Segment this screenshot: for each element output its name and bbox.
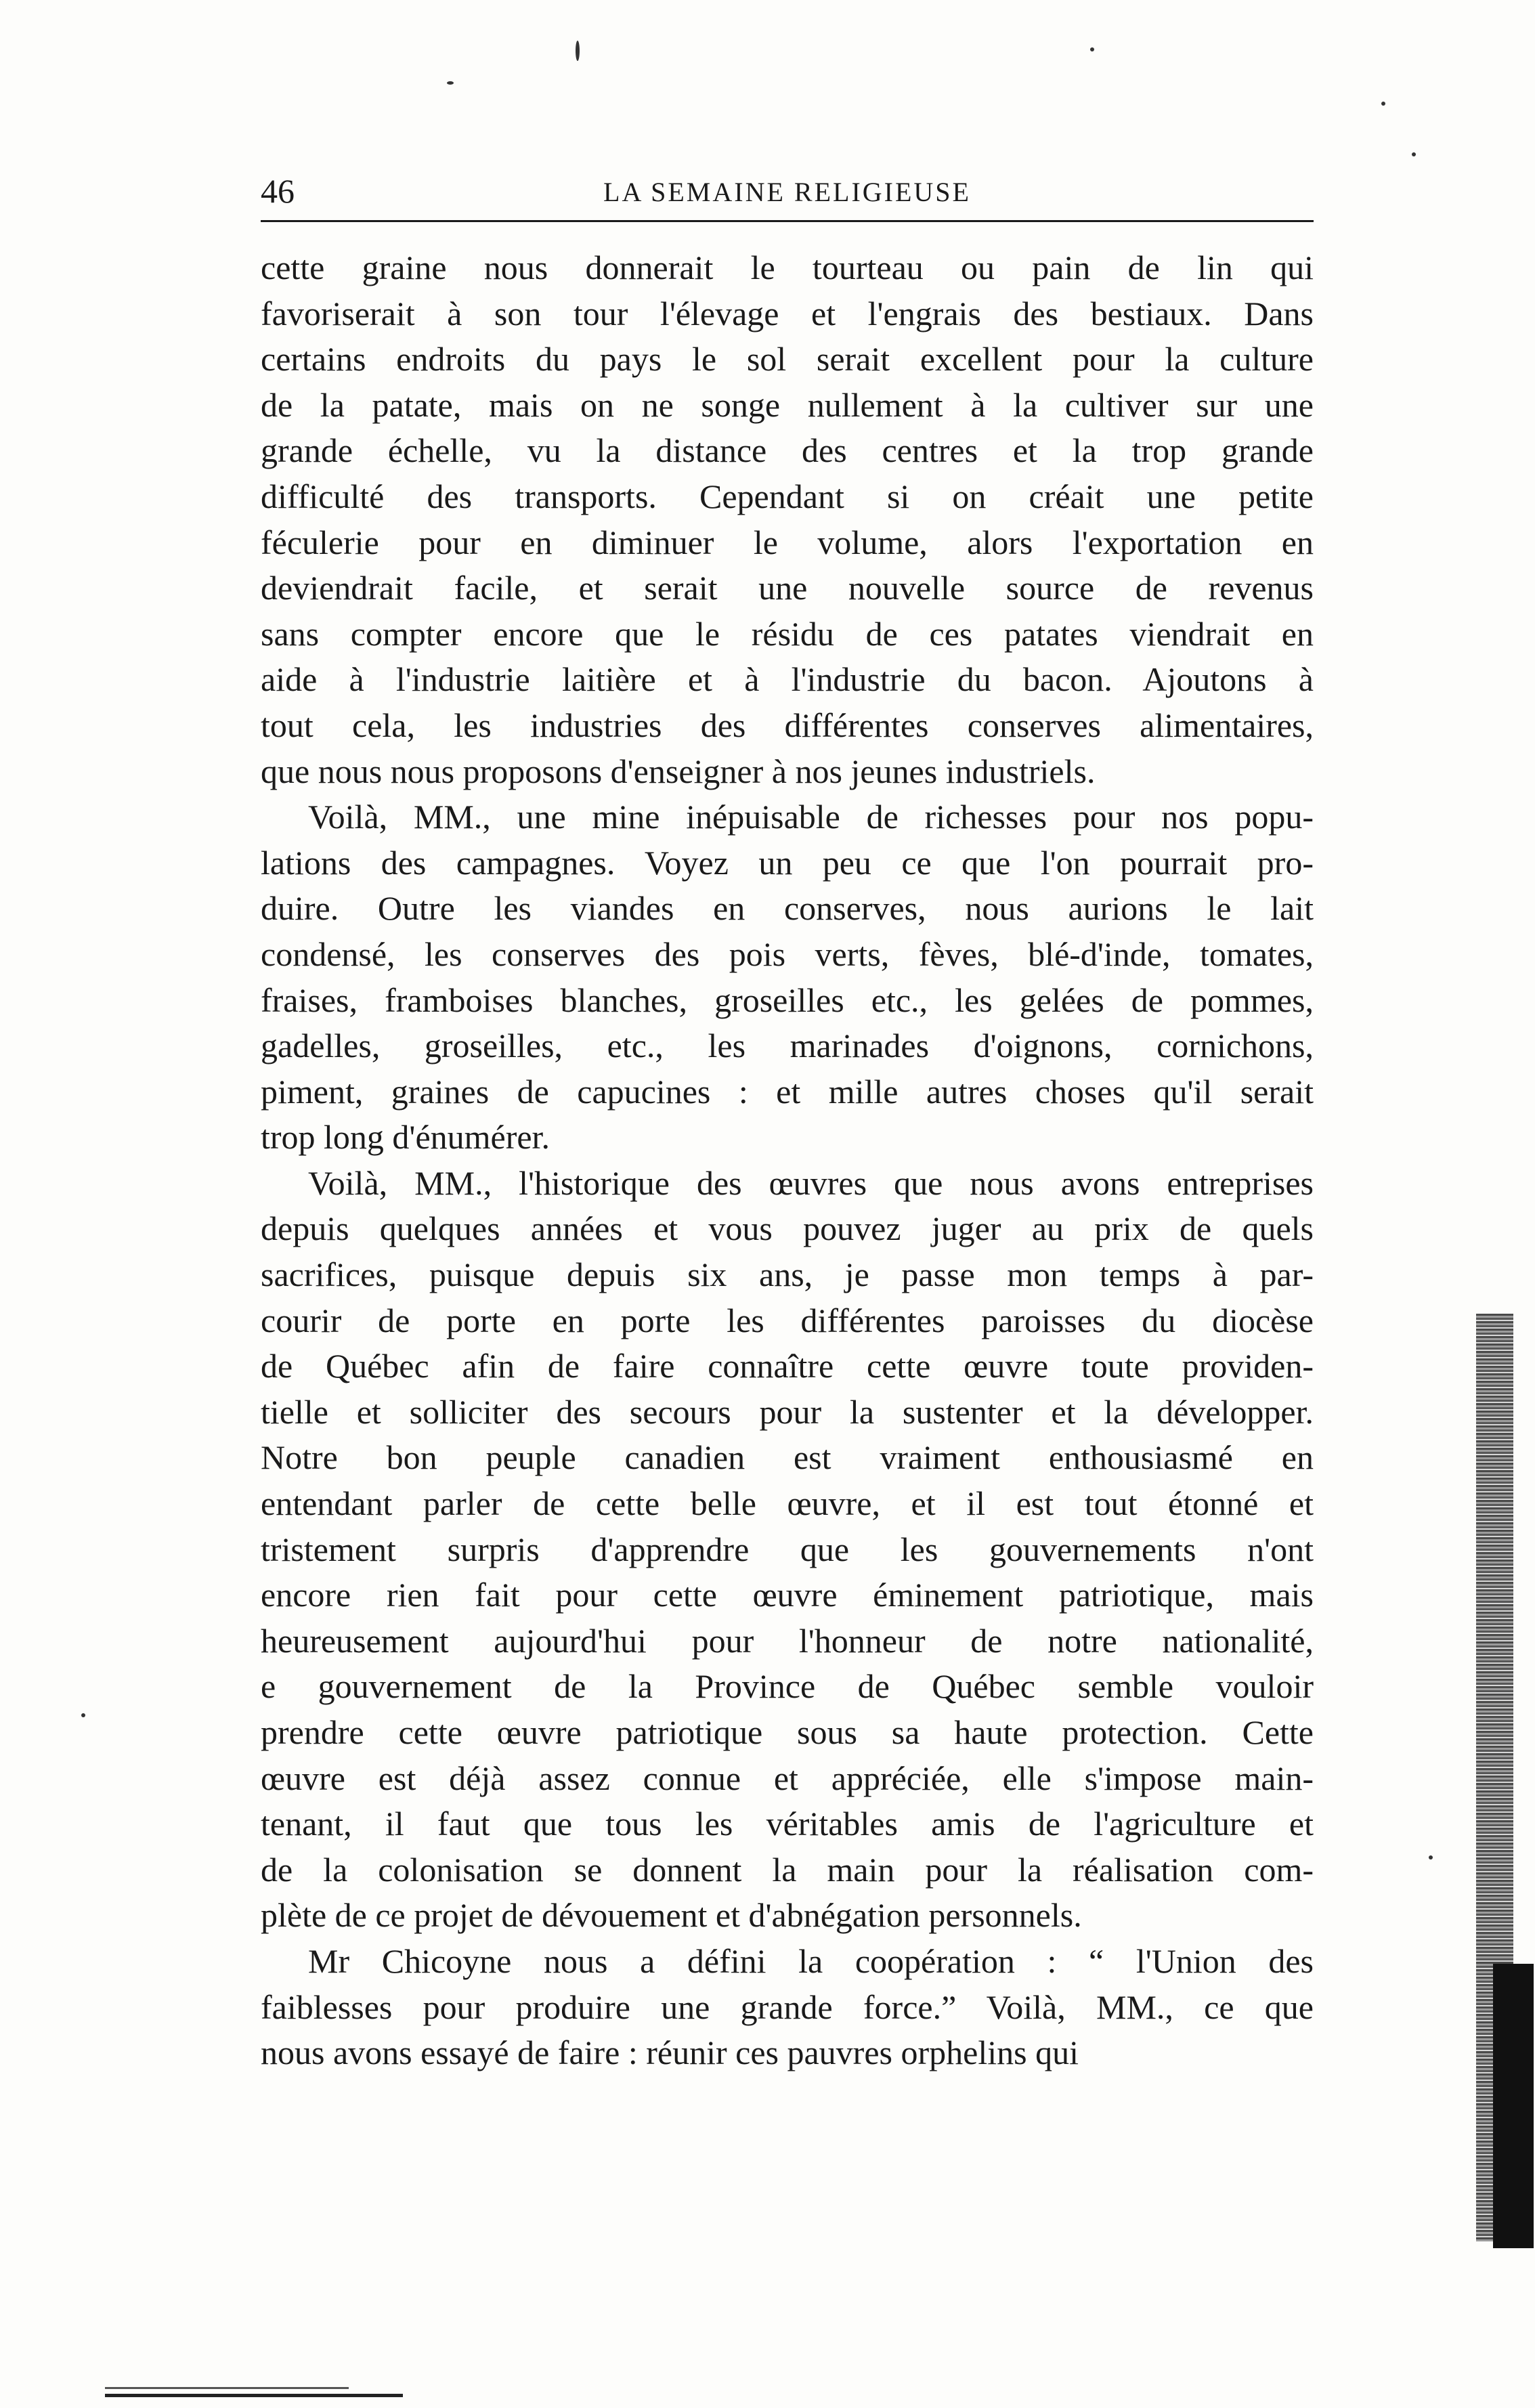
- text-line: Notre bon peuple canadien est vraiment enthousiasmé en: [261, 1438, 1314, 1477]
- page-number: 46: [261, 172, 295, 210]
- text-line: fraises, framboises blanches, groseilles etc., les gelées de pommes,: [261, 981, 1314, 1019]
- scan-speck: [447, 81, 454, 85]
- text-line: de Québec afin de faire connaître cette œuvre toute providen-: [261, 1347, 1314, 1385]
- scan-bottom-rule: [105, 2394, 403, 2397]
- scan-bottom-mark: [105, 2387, 349, 2389]
- scan-speck: [576, 41, 580, 61]
- running-title: LA SEMAINE RELIGIEUSE: [603, 177, 971, 207]
- text-line: féculerie pour en diminuer le volume, alors l'exportation en: [261, 523, 1314, 561]
- text-line: Mr Chicoyne nous a défini la coopération : “ l'Union des: [308, 1941, 1314, 1980]
- text-line: sacrifices, puisque depuis six ans, je passe mon temps à par-: [261, 1255, 1314, 1294]
- text-line: cette graine nous donnerait le tourteau ou pain de lin qui: [261, 249, 1314, 286]
- running-head: [261, 171, 1314, 218]
- text-line: entendant parler de cette belle œuvre, et il est tout étonné et: [261, 1484, 1314, 1523]
- text-line: aide à l'industrie laitière et à l'industrie du bacon. Ajoutons à: [261, 660, 1314, 699]
- text-line: certains endroits du pays le sol serait excellent pour la culture: [261, 340, 1314, 379]
- text-line: tristement surpris d'apprendre que les gouvernements n'ont: [261, 1530, 1314, 1568]
- scan-edge-bar: [1493, 1964, 1534, 2248]
- text-line: trop long d'énumérer.: [261, 1118, 550, 1157]
- scan-speck: [1381, 102, 1385, 106]
- text-line: lations des campagnes. Voyez un peu ce que l'on pourrait pro-: [261, 843, 1314, 882]
- scan-speck: [1090, 47, 1094, 51]
- text-line: tielle et solliciter des secours pour la sustenter et la développer.: [261, 1392, 1314, 1431]
- scan-speck: [1412, 152, 1416, 156]
- text-line: difficulté des transports. Cependant si on créait une petite: [261, 477, 1314, 515]
- text-line: plète de ce projet de dévouement et d'abnégation personnels.: [261, 1896, 1082, 1935]
- text-line: que nous nous proposons d'enseigner à nos jeunes industriels.: [261, 752, 1096, 790]
- text-line: deviendrait facile, et serait une nouvelle source de revenus: [261, 569, 1314, 607]
- text-line: tout cela, les industries des différentes conserves alimentaires,: [261, 706, 1314, 744]
- text-line: Voilà, MM., l'historique des œuvres que nous avons entreprises: [308, 1163, 1314, 1202]
- paragraph: [261, 1161, 1314, 1939]
- text-line: œuvre est déjà assez connue et appréciée, elle s'impose main-: [261, 1759, 1314, 1797]
- text-line: prendre cette œuvre patriotique sous sa haute protection. Cette: [261, 1713, 1314, 1751]
- text-line: de la patate, mais on ne songe nullement à la cultiver sur une: [261, 385, 1314, 424]
- text-line: condensé, les conserves des pois verts, fèves, blé-d'inde, tomates,: [261, 934, 1314, 973]
- body-text: [261, 245, 1314, 2076]
- text-line: favoriserait à son tour l'élevage et l'engrais des bestiaux. Dans: [261, 294, 1314, 332]
- text-line: heureusement aujourd'hui pour l'honneur de notre nationalité,: [261, 1621, 1314, 1660]
- text-line: duire. Outre les viandes en conserves, nous aurions le lait: [261, 889, 1314, 928]
- text-line: grande échelle, vu la distance des centres et la trop grande: [261, 431, 1314, 470]
- text-line: depuis quelques années et vous pouvez juger au prix de quels: [261, 1209, 1314, 1248]
- text-line: e gouvernement de la Province de Québec semble vouloir: [261, 1667, 1314, 1706]
- paragraph: [261, 794, 1314, 1161]
- scan-speck: [1429, 1855, 1433, 1859]
- text-line: sans compter encore que le résidu de ces patates viendrait en: [261, 614, 1314, 653]
- text-line: tenant, il faut que tous les véritables amis de l'agriculture et: [261, 1805, 1314, 1843]
- scan-speck: [81, 1713, 85, 1717]
- text-line: nous avons essayé de faire : réunir ces pauvres orphelins qui: [261, 2034, 1079, 2072]
- text-line: gadelles, groseilles, etc., les marinades d'oignons, cornichons,: [261, 1027, 1314, 1065]
- paragraph: [261, 245, 1314, 794]
- text-line: faiblesses pour produire une grande force.” Voilà, MM., ce que: [261, 1987, 1314, 2026]
- text-line: de la colonisation se donnent la main pour la réalisation com-: [261, 1850, 1314, 1889]
- paragraph: [261, 1939, 1314, 2076]
- text-line: Voilà, MM., une mine inépuisable de richesses pour nos popu-: [308, 798, 1314, 836]
- text-line: courir de porte en porte les différentes paroisses du diocèse: [261, 1301, 1314, 1339]
- text-line: encore rien fait pour cette œuvre éminement patriotique, mais: [261, 1576, 1314, 1614]
- text-line: piment, graines de capucines : et mille autres choses qu'il serait: [261, 1072, 1314, 1111]
- header-rule: [261, 220, 1314, 222]
